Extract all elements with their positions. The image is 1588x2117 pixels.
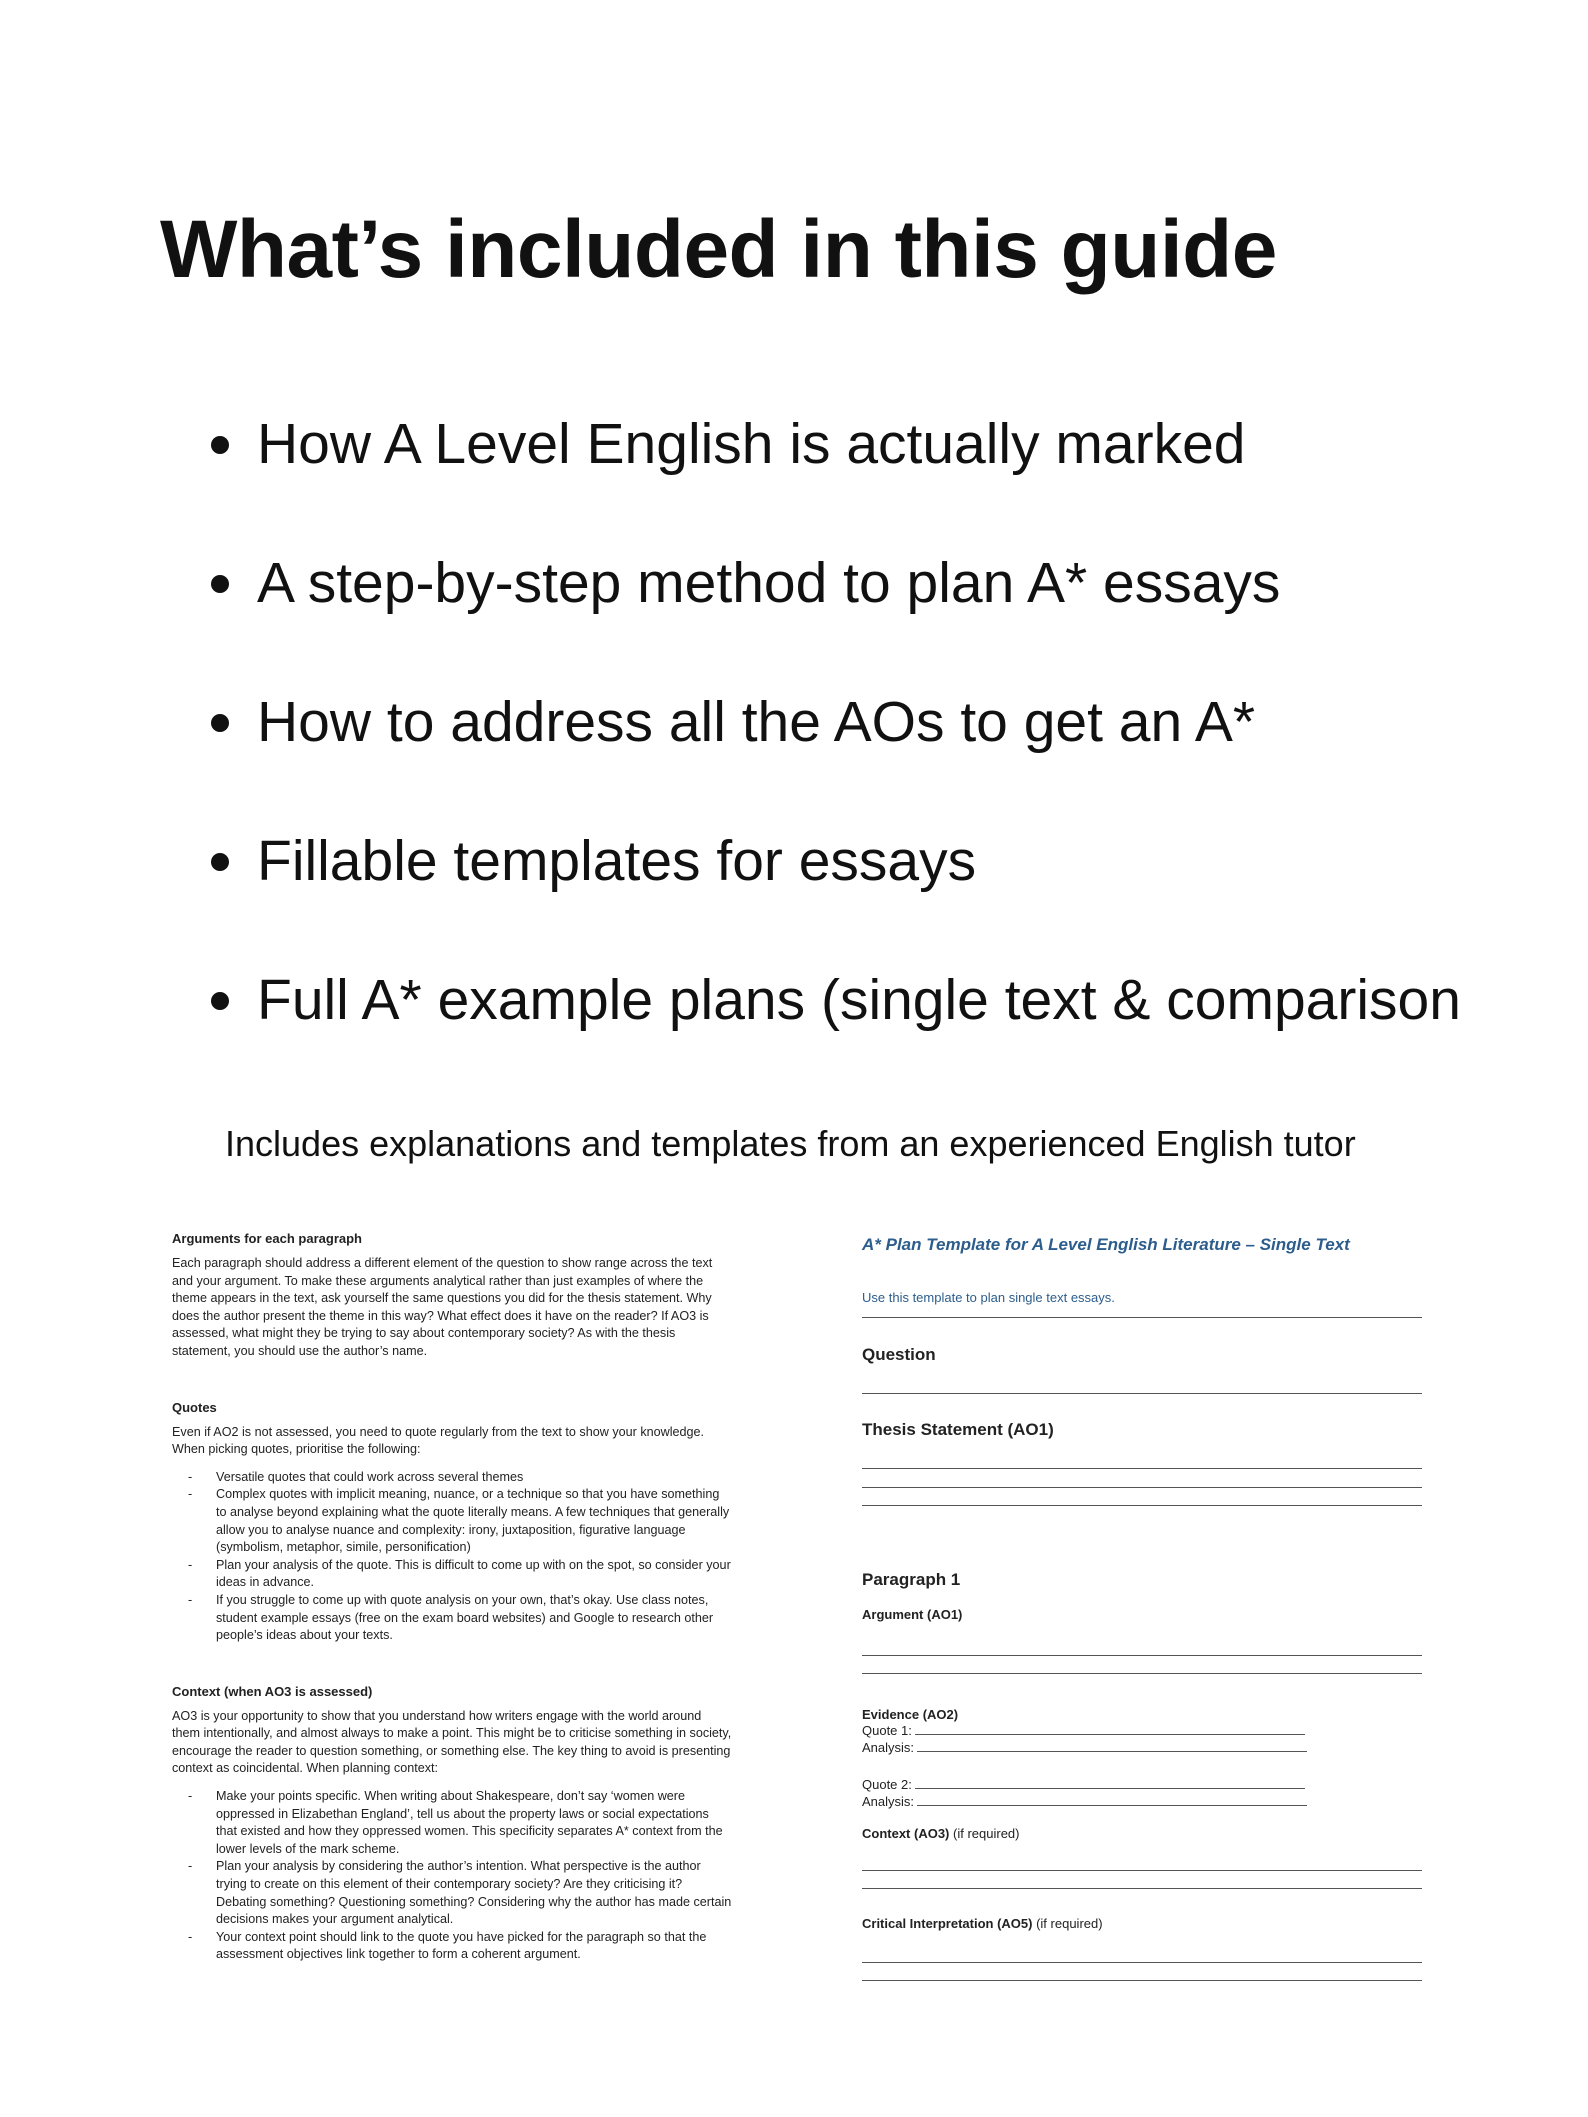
list-item [205,688,1461,827]
analysis-2-row [862,1793,1307,1810]
left-page-preview [172,1230,732,2002]
bullet-icon [211,714,229,732]
list-item [205,410,1461,549]
section-heading: Arguments for each paragraph [172,1231,362,1246]
answer-line [862,1980,1422,1981]
quote-1-row [862,1722,1305,1739]
section-body: Even if AO2 is not assessed, you need to quote regularly from the text to show your knowledge. When picking quotes, prioritise the following: [172,1424,705,1457]
answer-line [862,1393,1422,1394]
quotes-section [172,1399,732,1645]
page-title: What’s included in this guide [160,204,1277,295]
quote-label: Quote 2: [862,1777,912,1792]
list-item: - Your context point should link to the quote you have picked for the paragraph so that the assessment objectives link together to form a coherent argument. [216,1929,732,1964]
list-item: - Complex quotes with implicit meaning, nuance, or a technique so that you have something to analyse beyond explaining what the quote literally means. A few techniques that generally allow you to analyse nuance and complexity: irony, juxtaposition, figurative language (symbolism, metaphor, simile, personification) [216,1486,732,1556]
bullet-icon [211,436,229,454]
answer-line [862,1487,1422,1488]
bullet-icon [211,853,229,871]
bullet-icon [211,992,229,1010]
list-item-text: A step-by-step method to plan A* essays [257,551,1281,615]
list-item-text: How to address all the AOs to get an A* [257,690,1256,754]
quotes-list [172,1469,732,1645]
critical-label-text: Critical Interpretation (AO5) [862,1916,1033,1931]
answer-line [915,1777,1305,1789]
section-heading: Context (when AO3 is assessed) [172,1683,373,1699]
question-label: Question [862,1345,936,1364]
list-item: - If you struggle to come up with quote analysis on your own, that’s okay. Use class notes, student example essays (free on the exam board websites) and Google to research other people’s ideas about your texts. [216,1592,732,1645]
context-label [862,1826,1019,1841]
evidence-label: Evidence (AO2) [862,1707,959,1722]
list-item-text: Full A* example plans (single text & comparison [257,968,1461,1032]
answer-line [862,1673,1422,1674]
context-note: (if required) [953,1826,1020,1841]
list-item: - Plan your analysis by considering the author’s intention. What perspective is the author trying to create on this element of their contemporary society? Are they criticising it? Debating something? Questioning something? Considering why the author has made certain decisions makes your argument analytical. [216,1858,732,1928]
subtitle: Includes explanations and templates from an experienced English tutor [225,1123,1356,1164]
critical-note: (if required) [1036,1916,1103,1931]
list-item [205,827,1461,966]
answer-line [862,1870,1422,1871]
bullet-icon [211,575,229,593]
thesis-label: Thesis Statement (AO1) [862,1420,1054,1439]
template-intro: Use this template to plan single text essays. [862,1290,1115,1305]
context-label-text: Context (AO3) [862,1826,950,1841]
list-item: - Versatile quotes that could work across several themes [216,1469,732,1487]
arguments-section [172,1230,732,1361]
list-item [205,966,1461,1105]
answer-line [862,1655,1422,1656]
answer-line [862,1962,1422,1963]
answer-line [862,1505,1422,1506]
answer-line [917,1740,1307,1752]
feature-list [205,410,1461,1105]
section-heading: Quotes [172,1399,217,1415]
critical-label [862,1916,1103,1931]
template-title: A* Plan Template for A Level English Literature – Single Text [862,1235,1350,1254]
answer-line [917,1794,1307,1806]
section-body: Each paragraph should address a different element of the question to show range across the text and your argument. To make these arguments analytical rather than just examples of where the theme appears in the text, ask yourself the same questions you did for the thesis statement. Why does the author present the theme in this way? What effect does it have on the reader? If AO3 is assessed, what might they be trying to say about contemporary society? As with the thesis statement, you should use the author’s name. [172,1256,713,1358]
answer-line [862,1468,1422,1469]
list-item: - Make your points specific. When writing about Shakespeare, don’t say ‘women were oppressed in Elizabethan England’, tell us about the property laws or social expectations that existed and how they oppressed women. This specificity separates A* context from the lower levels of the mark scheme. [216,1788,732,1858]
paragraph-label: Paragraph 1 [862,1570,961,1589]
quote-2-row [862,1776,1305,1793]
divider [862,1317,1422,1318]
list-item-text: How A Level English is actually marked [257,412,1246,476]
context-list [172,1788,732,1964]
analysis-label: Analysis: [862,1794,915,1809]
list-item [205,549,1461,688]
quote-label: Quote 1: [862,1723,912,1738]
analysis-label: Analysis: [862,1740,915,1755]
answer-line [915,1723,1305,1735]
answer-line [862,1888,1422,1889]
list-item-text: Fillable templates for essays [257,829,977,893]
section-body: AO3 is your opportunity to show that you understand how writers engage with the world around them intentionally, and almost always to make a point. This might be to criticise something in society, encourage the reader to question something, or something else. The key thing to avoid is presenting context as coincidental. When planning context: [172,1708,732,1776]
context-section [172,1683,732,1964]
analysis-1-row [862,1739,1307,1756]
argument-label: Argument (AO1) [862,1607,963,1622]
list-item: - Plan your analysis of the quote. This is difficult to come up with on the spot, so consider your ideas in advance. [216,1557,732,1592]
